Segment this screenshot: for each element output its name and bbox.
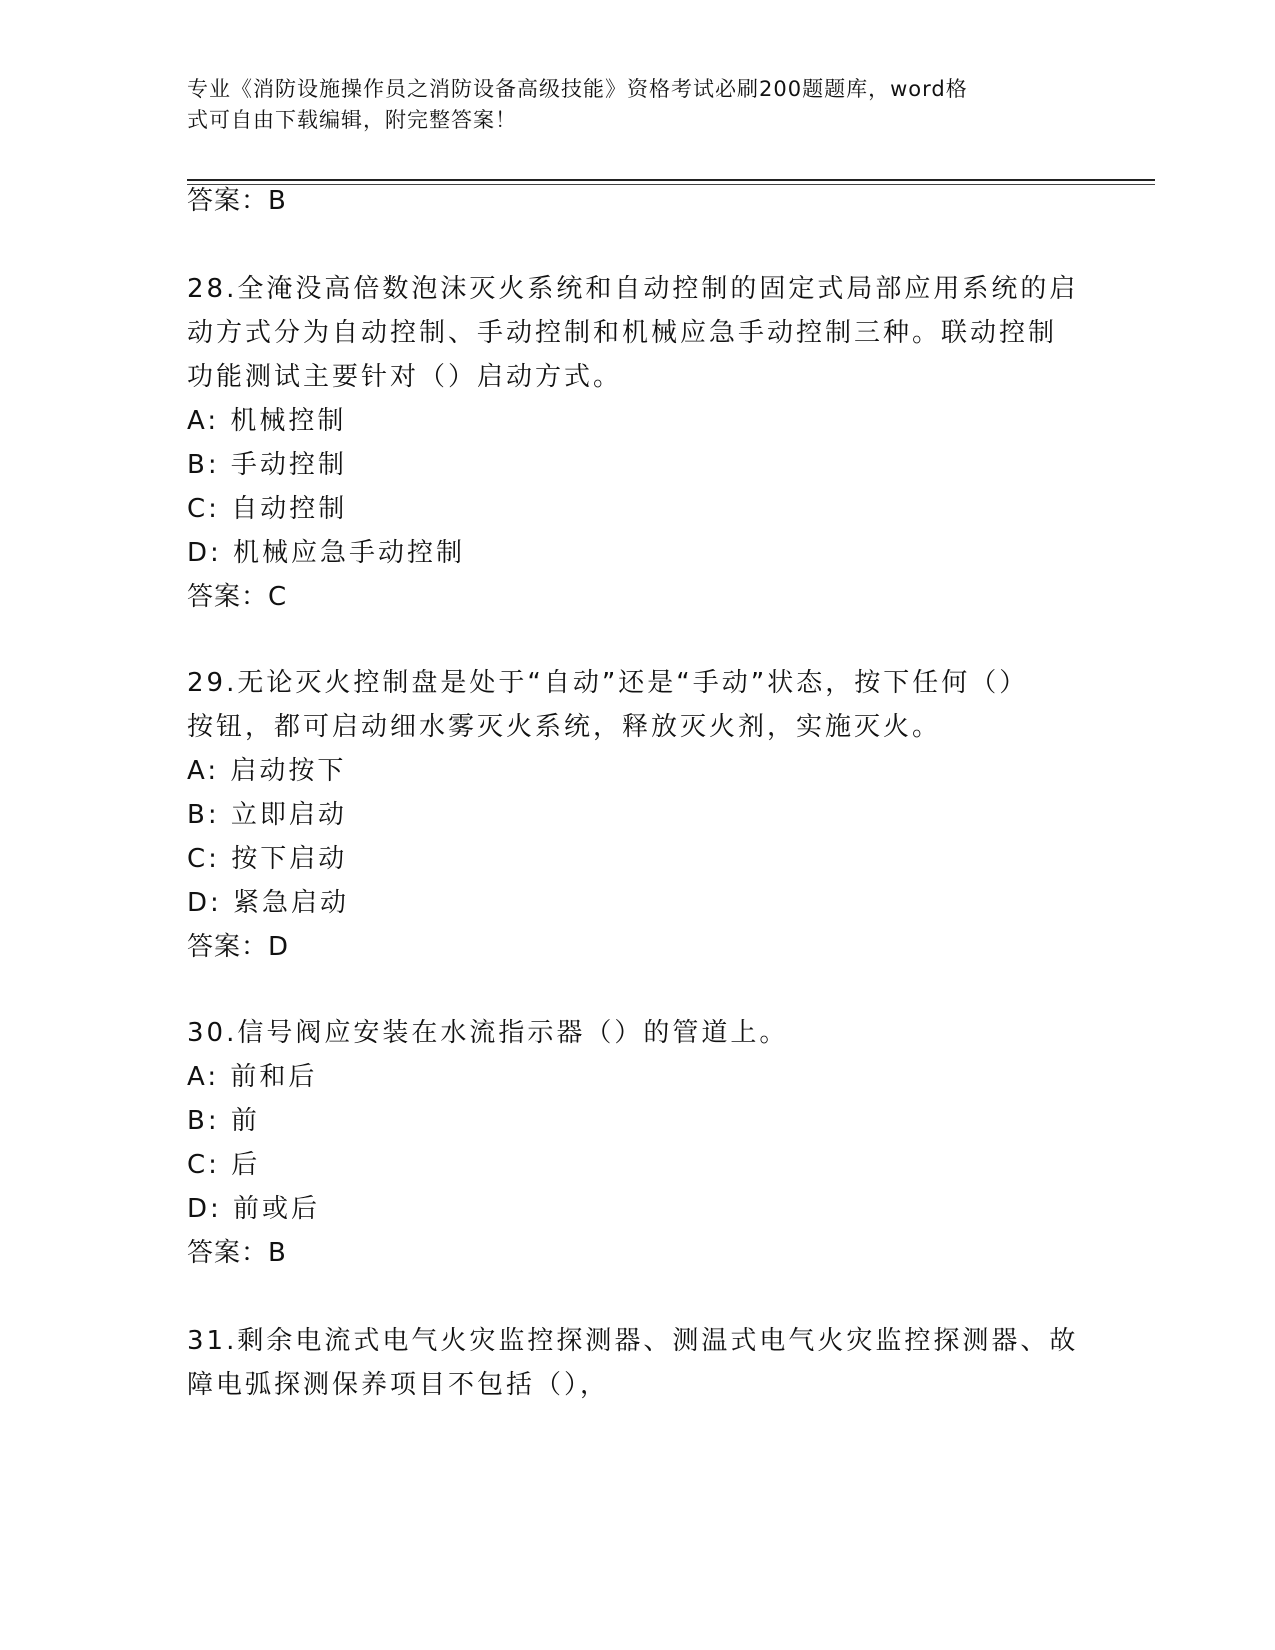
question-text: 31.剩余电流式电气火灾监控探测器、测温式电气火灾监控探测器、故 [187, 1326, 1079, 1356]
question-text: 30.信号阀应安装在水流指示器（）的管道上。 [187, 1018, 789, 1048]
option-key: C: [187, 494, 220, 524]
option-a [187, 1060, 317, 1094]
option-text: 后 [231, 1150, 261, 1180]
option-key: D: [187, 888, 222, 918]
option-a [187, 754, 346, 788]
option-key: B: [187, 800, 220, 830]
answer-line: 答案：B [187, 186, 287, 216]
option-key: A: [187, 756, 220, 786]
option-text: 手动控制 [230, 450, 347, 480]
option-a [187, 404, 346, 438]
option-text: 机械控制 [230, 406, 347, 436]
header-divider [187, 179, 1155, 181]
question-text: 功能测试主要针对（）启动方式。 [187, 362, 623, 392]
header-divider [187, 184, 1155, 185]
option-d [187, 536, 465, 570]
option-c [187, 842, 347, 876]
option-b [187, 448, 347, 482]
answer-line: 答案：D [187, 932, 290, 962]
option-text: 前和后 [230, 1062, 318, 1092]
header-line: 式可自由下载编辑，附完整答案！ [187, 108, 517, 132]
option-key: C: [187, 1150, 220, 1180]
question-text: 障电弧探测保养项目不包括（）， [187, 1370, 610, 1400]
option-text: 立即启动 [230, 800, 347, 830]
option-key: D: [187, 538, 222, 568]
question-text: 28.全淹没高倍数泡沫灭火系统和自动控制的固定式局部应用系统的启 [187, 274, 1079, 304]
option-d [187, 1192, 320, 1226]
option-key: A: [187, 1062, 220, 1092]
option-key: A: [187, 406, 220, 436]
option-d [187, 886, 349, 920]
header-line: 专业《消防设施操作员之消防设备高级技能》资格考试必刷200题题库，word格 [187, 77, 968, 101]
document-header [187, 74, 1087, 136]
option-text: 按下启动 [231, 844, 348, 874]
option-text: 自动控制 [231, 494, 348, 524]
option-key: B: [187, 1106, 220, 1136]
option-text: 紧急启动 [233, 888, 350, 918]
option-b [187, 1104, 260, 1138]
option-b [187, 798, 347, 832]
option-c [187, 492, 347, 526]
option-text: 机械应急手动控制 [233, 538, 466, 568]
answer-line: 答案：C [187, 582, 288, 612]
option-key: C: [187, 844, 220, 874]
option-text: 前或后 [233, 1194, 321, 1224]
answer-line: 答案：B [187, 1238, 287, 1268]
option-text: 启动按下 [230, 756, 347, 786]
option-key: B: [187, 450, 220, 480]
question-text: 动方式分为自动控制、手动控制和机械应急手动控制三种。联动控制 [187, 318, 1058, 348]
question-text: 29.无论灭火控制盘是处于“自动”还是“手动”状态，按下任何（） [187, 668, 1029, 698]
option-c [187, 1148, 260, 1182]
question-text: 按钮，都可启动细水雾灭火系统，释放灭火剂，实施灭火。 [187, 712, 942, 742]
option-text: 前 [230, 1106, 260, 1136]
option-key: D: [187, 1194, 222, 1224]
